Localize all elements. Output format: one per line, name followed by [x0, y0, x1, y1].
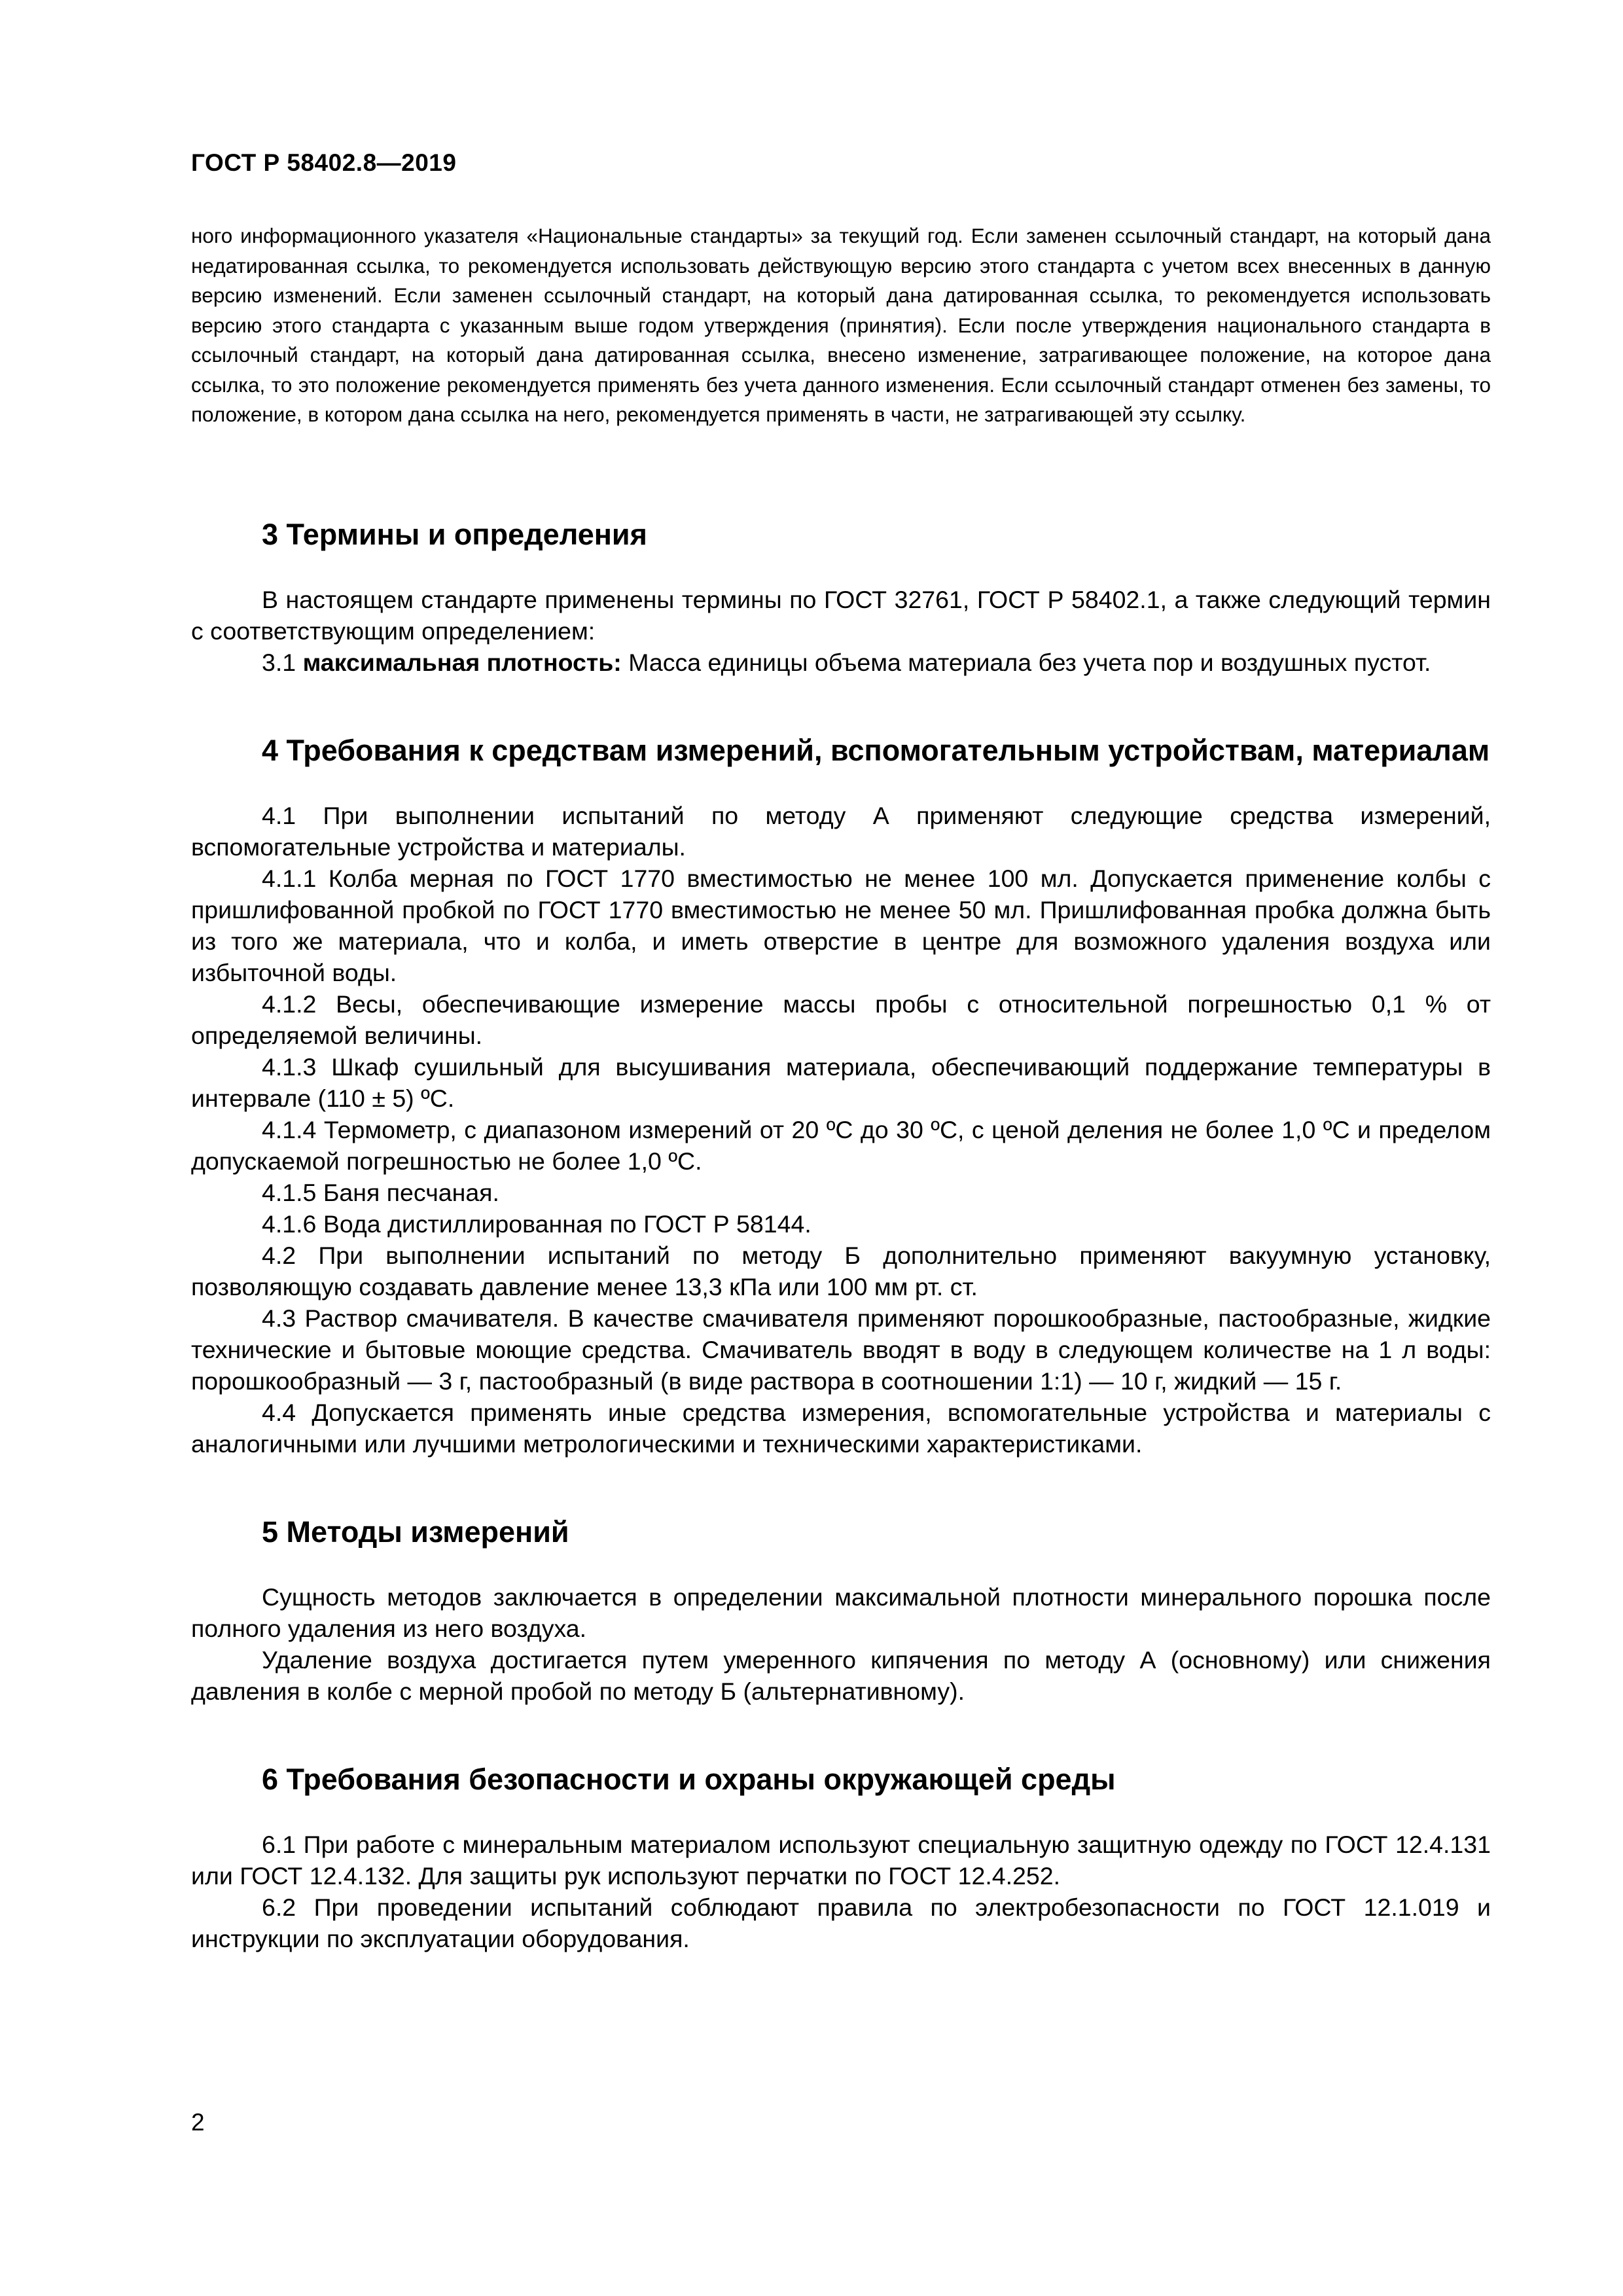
clause-6-1: 6.1 При работе с минеральным материалом используют специальную защитную одежду по ГОСТ 12.4.131 или ГОСТ 12.4.132. Для защиты рук используют перчатки по ГОСТ 12.4.252. — [191, 1831, 1491, 1890]
section-3 — [191, 516, 1491, 678]
clause-4-1-5: 4.1.5 Баня песчаная. — [262, 1179, 499, 1206]
clause-4-1-6: 4.1.6 Вода дистиллированная по ГОСТ Р 58144. — [262, 1210, 812, 1238]
section-6 — [191, 1761, 1491, 1954]
section-5-paragraph-1: Сущность методов заключается в определении максимальной плотности минерального порошка после полного удаления из него воздуха. — [191, 1583, 1491, 1642]
section-3-title: 3 Термины и определения — [262, 518, 647, 551]
section-4 — [191, 732, 1491, 1460]
clause-4-1-2: 4.1.2 Весы, обеспечивающие измерение массы пробы с относительной погрешностью 0,1 % от определяемой величины. — [191, 990, 1491, 1049]
clause-4-2: 4.2 При выполнении испытаний по методу Б дополнительно применяют вакуумную установку, позволяющую создавать давление менее 13,3 кПа или 100 мм рт. ст. — [191, 1242, 1491, 1300]
document-page — [191, 0, 1491, 2296]
clause-4-1: 4.1 При выполнении испытаний по методу А применяют следующие средства измерений, вспомогательные устройства и материалы. — [191, 802, 1491, 861]
section-5-paragraph-2: Удаление воздуха достигается путем умеренного кипячения по методу А (основному) или снижения давления в колбе с мерной пробой по методу Б (альтернативному). — [191, 1646, 1491, 1705]
section-3-paragraph-2 — [191, 647, 1491, 678]
section-6-title: 6 Требования безопасности и охраны окружающей среды — [262, 1763, 1116, 1796]
section-5-title: 5 Методы измерений — [262, 1515, 569, 1549]
page-header-doc-id: ГОСТ Р 58402.8—2019 — [191, 149, 457, 176]
section-5 — [191, 1513, 1491, 1707]
clause-6-2: 6.2 При проведении испытаний соблюдают правила по электробезопасности по ГОСТ 12.1.019 и инструкции по эксплуатации оборудования. — [191, 1893, 1491, 1952]
clause-4-1-4: 4.1.4 Термометр, с диапазоном измерений от 20 ºС до 30 ºС, с ценой деления не более 1,0 ºС и пределом допускаемой погрешностью не более 1,0 ºС. — [191, 1116, 1491, 1175]
clause-4-3: 4.3 Раствор смачивателя. В качестве смачивателя применяют порошкообразные, пастообразные, жидкие технические и бытовые моющие средства. Смачиватель вводят в воду в следующем количестве на 1 л воды: порошкообразный — 3 г, пастообразный (в виде раствора в соотношении 1:1) — 10 г, жидкий — 15 г. — [191, 1304, 1491, 1395]
term-name: максимальная плотность: — [302, 649, 622, 676]
clause-4-1-3: 4.1.3 Шкаф сушильный для высушивания материала, обеспечивающий поддержание температуры в интервале (110 ± 5) ºС. — [191, 1053, 1491, 1112]
main-content — [191, 516, 1491, 1954]
section-3-paragraph-1: В настоящем стандарте применены термины по ГОСТ 32761, ГОСТ Р 58402.1, а также следующий термин с соответствующим определением: — [191, 586, 1491, 645]
clause-4-1-1: 4.1.1 Колба мерная по ГОСТ 1770 вместимостью не менее 100 мл. Допускается применение колбы с пришлифованной пробкой по ГОСТ 1770 вместимостью не менее 50 мл. Пришлифованная пробка должна быть из того же материала, что и колба, и иметь отверстие в центре для возможного удаления воздуха или избыточной воды. — [191, 865, 1491, 986]
intro-paragraph: ного информационного указателя «Национальные стандарты» за текущий год. Если заменен ссылочный стандарт, на который дана недатированная ссылка, то рекомендуется использовать действующую версию этого стандарта с учетом всех внесенных в данную версию изменений. Если заменен ссылочный стандарт, на который дана датированная ссылка, то рекомендуется использовать версию этого стандарта с указанным выше годом утверждения (принятия). Если после утверждения национального стандарта в ссылочный стандарт, на который дана датированная ссылка, внесено изменение, затрагивающее положение, на которое дана ссылка, то это положение рекомендуется применять без учета данного изменения. Если ссылочный стандарт отменен без замены, то положение, в котором дана ссылка на него, рекомендуется применять в части, не затрагивающей эту ссылку. — [191, 224, 1491, 426]
page-number: 2 — [191, 2109, 205, 2136]
intro-continuation — [191, 221, 1491, 430]
term-number: 3.1 — [262, 649, 303, 676]
section-4-title: 4 Требования к средствам измерений, вспомогательным устройствам, материалам — [262, 734, 1490, 767]
clause-4-4: 4.4 Допускается применять иные средства измерения, вспомогательные устройства и материалы с аналогичными или лучшими метрологическими и техническими характеристиками. — [191, 1399, 1491, 1458]
term-definition: Масса единицы объема материала без учета пор и воздушных пустот. — [621, 649, 1431, 676]
